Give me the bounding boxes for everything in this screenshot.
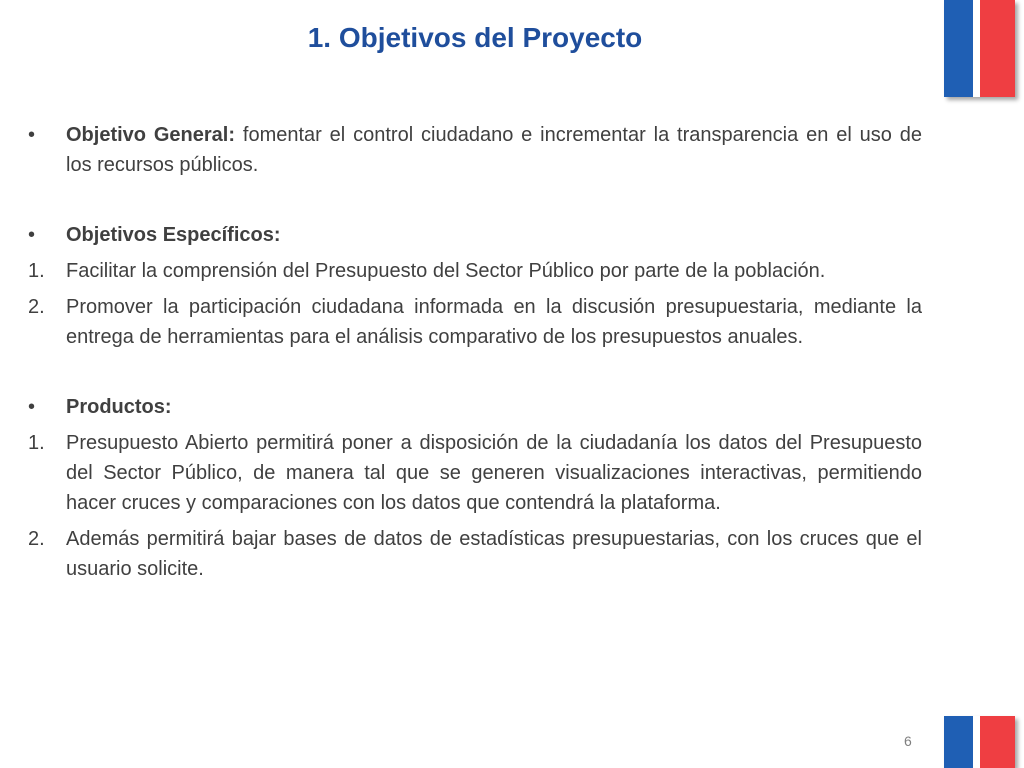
- item-text: Además permitirá bajar bases de datos de estadísticas presupuestarias, con los cruces que el usuario solicite.: [66, 528, 922, 580]
- productos-bullet: [28, 392, 922, 422]
- chile-flag-logo-top: [944, 0, 1015, 97]
- item-number: 1.: [28, 432, 45, 454]
- flag-red-stripe: [980, 716, 1015, 768]
- flag-blue-stripe: [944, 716, 973, 768]
- objetivo-general-bullet: [28, 120, 922, 180]
- especifico-item-1: [28, 256, 922, 286]
- bullet-marker: •: [28, 396, 36, 418]
- page-number: 6: [904, 733, 912, 749]
- flag-white-stripe: [973, 716, 980, 768]
- flag-red-stripe: [980, 0, 1015, 97]
- chile-flag-logo-bottom: [944, 716, 1015, 768]
- slide-title: 1. Objetivos del Proyecto: [307, 22, 643, 53]
- item-number: 2.: [28, 296, 45, 318]
- flag-blue-stripe: [944, 0, 973, 97]
- item-number: 1.: [28, 260, 45, 282]
- producto-item-2: [28, 524, 922, 584]
- objetivo-general-label: Objetivo General:: [66, 124, 236, 146]
- especifico-item-2: [28, 292, 922, 352]
- objetivo-general-text: [66, 120, 922, 180]
- producto-item-1: [28, 428, 922, 518]
- objetivos-especificos-label: Objetivos Específicos:: [66, 224, 281, 246]
- item-text: Presupuesto Abierto permitirá poner a disposición de la ciudadanía los datos del Presupuesto del Sector Público, de manera tal que se generen visualizaciones interactivas, permitiendo hacer cruces y comparaciones con los datos que contendrá la plataforma.: [66, 432, 922, 514]
- item-number: 2.: [28, 528, 45, 550]
- slide-content: [28, 120, 922, 584]
- bullet-marker: •: [28, 224, 36, 246]
- item-text: Promover la participación ciudadana informada en la discusión presupuestaria, mediante la entrega de herramientas para el análisis comparativo de los presupuestos anuales.: [66, 296, 922, 348]
- bullet-marker: •: [28, 124, 36, 146]
- productos-label: Productos:: [66, 396, 172, 418]
- objetivo-general-body: fomentar el control ciudadano e incrementar la transparencia en el uso de los recursos públicos.: [66, 124, 923, 176]
- objetivos-especificos-bullet: [28, 220, 922, 250]
- flag-white-stripe: [973, 0, 980, 97]
- item-text: Facilitar la comprensión del Presupuesto del Sector Público por parte de la población.: [66, 260, 826, 282]
